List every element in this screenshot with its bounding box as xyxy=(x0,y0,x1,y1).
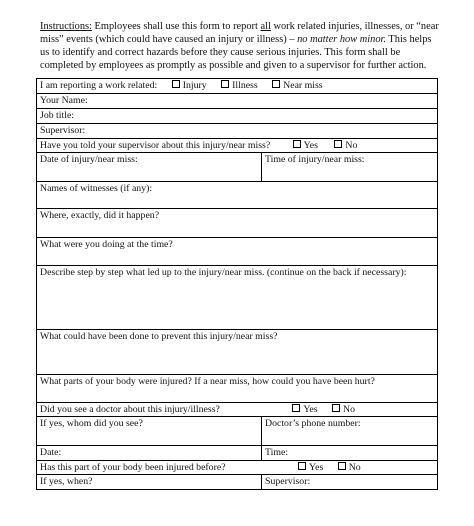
supervisor-field[interactable] xyxy=(37,124,438,139)
describe-label: Describe step by step what led up to the injury/near miss. (continue on the back if necessary): xyxy=(40,267,407,278)
doctor-phone-field[interactable] xyxy=(262,417,438,446)
instructions-text-3: This helps us to identify and correct hazards before they cause serious injuries. This form shall be completed by employees as promptly as possible and given to a supervisor for further action. xyxy=(40,34,432,71)
injured-before-label: Has this part of your body been injured before? xyxy=(40,462,226,473)
prevent-field[interactable] xyxy=(37,330,438,375)
date-of-injury-label: Date of injury/near miss: xyxy=(40,154,138,165)
job-title-label: Job title: xyxy=(40,110,75,121)
body-parts-field[interactable] xyxy=(37,375,438,403)
illness-option-label: Illness xyxy=(232,80,258,91)
near-miss-option-label: Near miss xyxy=(283,80,323,91)
doctor-yes-checkbox[interactable] xyxy=(292,404,300,412)
supervisor-signoff-field[interactable] xyxy=(262,475,438,490)
supervisor-label: Supervisor: xyxy=(40,125,86,136)
told-supervisor-no[interactable] xyxy=(334,140,357,151)
whom-label: If yes, whom did you see? xyxy=(40,418,143,429)
supervisor-signoff-label: Supervisor: xyxy=(265,476,311,487)
visit-date-field[interactable] xyxy=(37,446,262,461)
near-miss-option[interactable] xyxy=(272,80,322,91)
doctor-phone-label: Doctor’s phone number: xyxy=(265,418,361,429)
describe-field[interactable] xyxy=(37,266,438,330)
doctor-no[interactable] xyxy=(332,404,355,415)
row-reporting-type xyxy=(37,79,438,94)
injured-before-no-label: No xyxy=(348,462,361,473)
instructions-text-1: Employees shall use this form to report xyxy=(91,21,261,32)
whom-field[interactable] xyxy=(37,417,262,446)
doctor-no-label: No xyxy=(343,404,356,415)
where-label: Where, exactly, did it happen? xyxy=(40,210,160,221)
reporting-type-label: I am reporting a work related: xyxy=(40,80,158,91)
told-supervisor-cell xyxy=(37,139,438,153)
doctor-yes[interactable] xyxy=(292,404,317,415)
injured-before-cell xyxy=(37,461,438,475)
illness-checkbox[interactable] xyxy=(221,80,229,88)
doctor-question-cell xyxy=(37,403,438,417)
illness-option[interactable] xyxy=(221,80,258,91)
instructions-label: Instructions: xyxy=(40,21,92,32)
where-field[interactable] xyxy=(37,209,438,238)
witnesses-label: Names of witnesses (if any): xyxy=(40,183,153,194)
injury-checkbox[interactable] xyxy=(172,80,180,88)
told-supervisor-label: Have you told your supervisor about this injury/near miss? xyxy=(40,140,271,151)
visit-time-field[interactable] xyxy=(262,446,438,461)
instructions-text-2: work related injuries, illnesses, or “near miss” events (which could have caused an injury or illness) – xyxy=(40,21,439,45)
instructions-all: all xyxy=(260,21,271,32)
time-of-injury-label: Time of injury/near miss: xyxy=(265,154,365,165)
injury-report-form xyxy=(36,78,438,490)
told-supervisor-yes-checkbox[interactable] xyxy=(293,140,301,148)
told-supervisor-yes-label: Yes xyxy=(303,140,318,151)
reporting-type-cell xyxy=(37,79,438,94)
injured-before-yes-label: Yes xyxy=(309,462,324,473)
told-supervisor-no-label: No xyxy=(345,140,358,151)
witnesses-field[interactable] xyxy=(37,182,438,209)
told-supervisor-no-checkbox[interactable] xyxy=(334,140,342,148)
what-doing-label: What were you doing at the time? xyxy=(40,239,173,250)
if-yes-when-label: If yes, when? xyxy=(40,476,93,487)
injury-option[interactable] xyxy=(172,80,207,91)
time-of-injury-field[interactable] xyxy=(262,153,438,182)
injured-before-no[interactable] xyxy=(338,462,361,473)
visit-date-label: Date: xyxy=(40,447,62,458)
instructions-paragraph xyxy=(40,20,440,72)
body-parts-label: What parts of your body were injured? If a near miss, how could you have been hurt? xyxy=(40,376,375,387)
date-of-injury-field[interactable] xyxy=(37,153,262,182)
instructions-emphasis: no matter how minor. xyxy=(297,34,387,45)
if-yes-when-field[interactable] xyxy=(37,475,262,490)
job-title-field[interactable] xyxy=(37,109,438,124)
your-name-field[interactable] xyxy=(37,94,438,109)
near-miss-checkbox[interactable] xyxy=(272,80,280,88)
injured-before-no-checkbox[interactable] xyxy=(338,462,346,470)
visit-time-label: Time: xyxy=(265,447,289,458)
injured-before-yes[interactable] xyxy=(298,462,323,473)
doctor-question-label: Did you see a doctor about this injury/illness? xyxy=(40,404,220,415)
doctor-no-checkbox[interactable] xyxy=(332,404,340,412)
injury-option-label: Injury xyxy=(182,80,207,91)
what-doing-field[interactable] xyxy=(37,238,438,266)
your-name-label: Your Name: xyxy=(40,95,88,106)
injured-before-yes-checkbox[interactable] xyxy=(298,462,306,470)
doctor-yes-label: Yes xyxy=(303,404,318,415)
told-supervisor-yes[interactable] xyxy=(293,140,318,151)
prevent-label: What could have been done to prevent this injury/near miss? xyxy=(40,331,278,342)
